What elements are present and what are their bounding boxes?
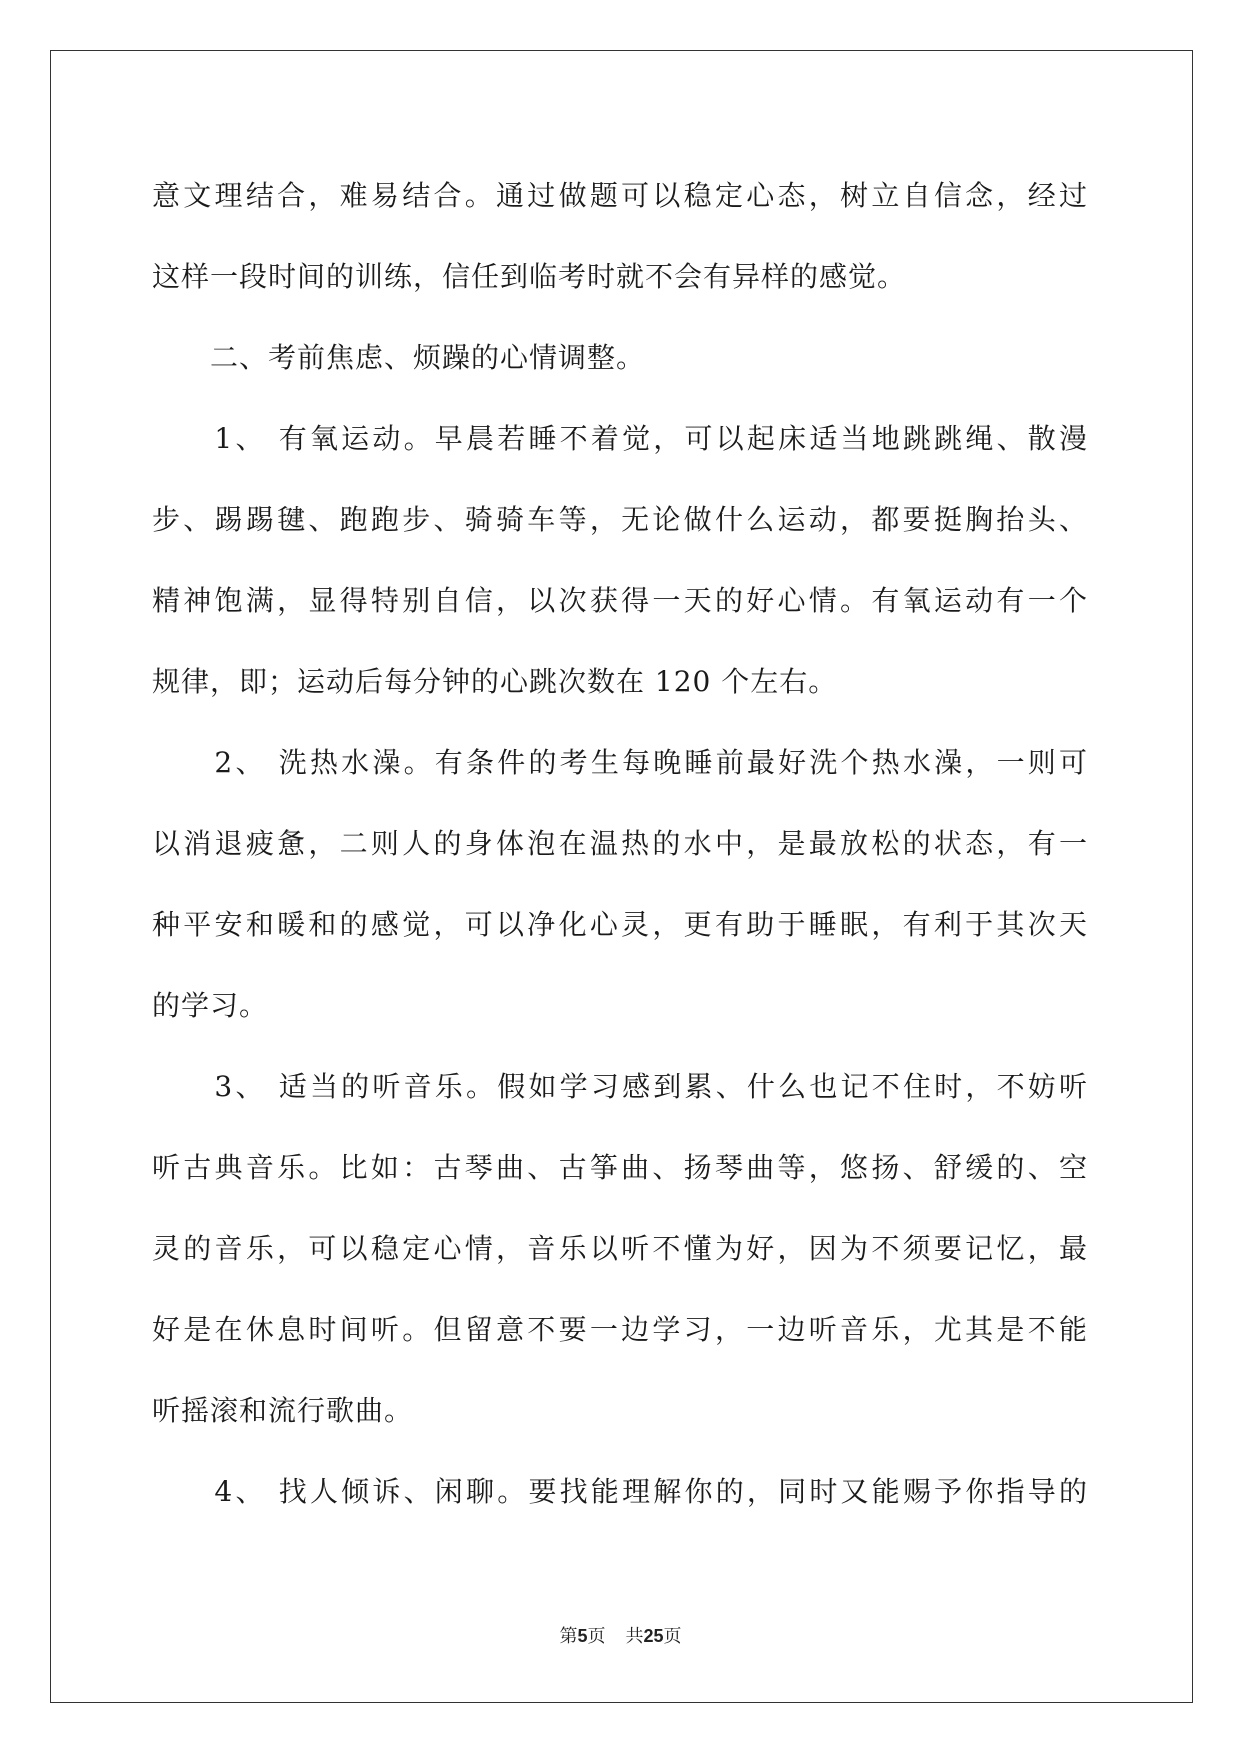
text-line: 听摇滚和流行歌曲。 — [152, 1394, 414, 1427]
text-line: 4、 找人倾诉、闲聊。要找能理解你的，同时又能赐予你指导的 — [152, 1475, 1088, 1508]
document-body — [152, 155, 1088, 1532]
total-prefix: 共 — [625, 1626, 644, 1647]
text-line: 好是在休息时间听。但留意不要一边学习，一边听音乐，尤其是不能 — [152, 1313, 1088, 1346]
section-heading: 二、考前焦虑、烦躁的心情调整。 — [152, 341, 646, 374]
text-line: 3、 适当的听音乐。假如学习感到累、什么也记不住时，不妨听 — [152, 1070, 1088, 1103]
text-line: 以消退疲惫，二则人的身体泡在温热的水中，是最放松的状态，有一 — [152, 827, 1088, 860]
text-line: 的学习。 — [152, 989, 269, 1022]
text-line: 听古典音乐。比如：古琴曲、古筝曲、扬琴曲等，悠扬、舒缓的、空 — [152, 1151, 1088, 1184]
text-line: 2、 洗热水澡。有条件的考生每晚睡前最好洗个热水澡，一则可 — [152, 746, 1088, 779]
page-prefix: 第 — [559, 1626, 578, 1647]
text-line: 种平安和暖和的感觉，可以净化心灵，更有助于睡眠，有利于其次天 — [152, 908, 1088, 941]
page-number: 5 — [577, 1626, 588, 1646]
text-line: 灵的音乐，可以稳定心情，音乐以听不懂为好，因为不须要记忆，最 — [152, 1232, 1088, 1265]
text-line: 精神饱满，显得特别自信，以次获得一天的好心情。有氧运动有一个 — [152, 584, 1088, 617]
page-total: 25 — [643, 1626, 664, 1646]
text-line: 这样一段时间的训练，信任到临考时就不会有异样的感觉。 — [152, 260, 907, 293]
text-line: 意文理结合，难易结合。通过做题可以稳定心态，树立自信念，经过 — [152, 179, 1088, 212]
text-line: 步、踢踢毽、跑跑步、骑骑车等，无论做什么运动，都要挺胸抬头、 — [152, 503, 1088, 536]
text-line: 规律，即；运动后每分钟的心跳次数在 120 个左右。 — [152, 665, 838, 698]
page-unit: 页 — [587, 1626, 606, 1647]
text-line: 1、 有氧运动。早晨若睡不着觉，可以起床适当地跳跳绳、散漫 — [152, 422, 1088, 455]
page-footer — [0, 1624, 1241, 1649]
total-unit: 页 — [663, 1626, 682, 1647]
